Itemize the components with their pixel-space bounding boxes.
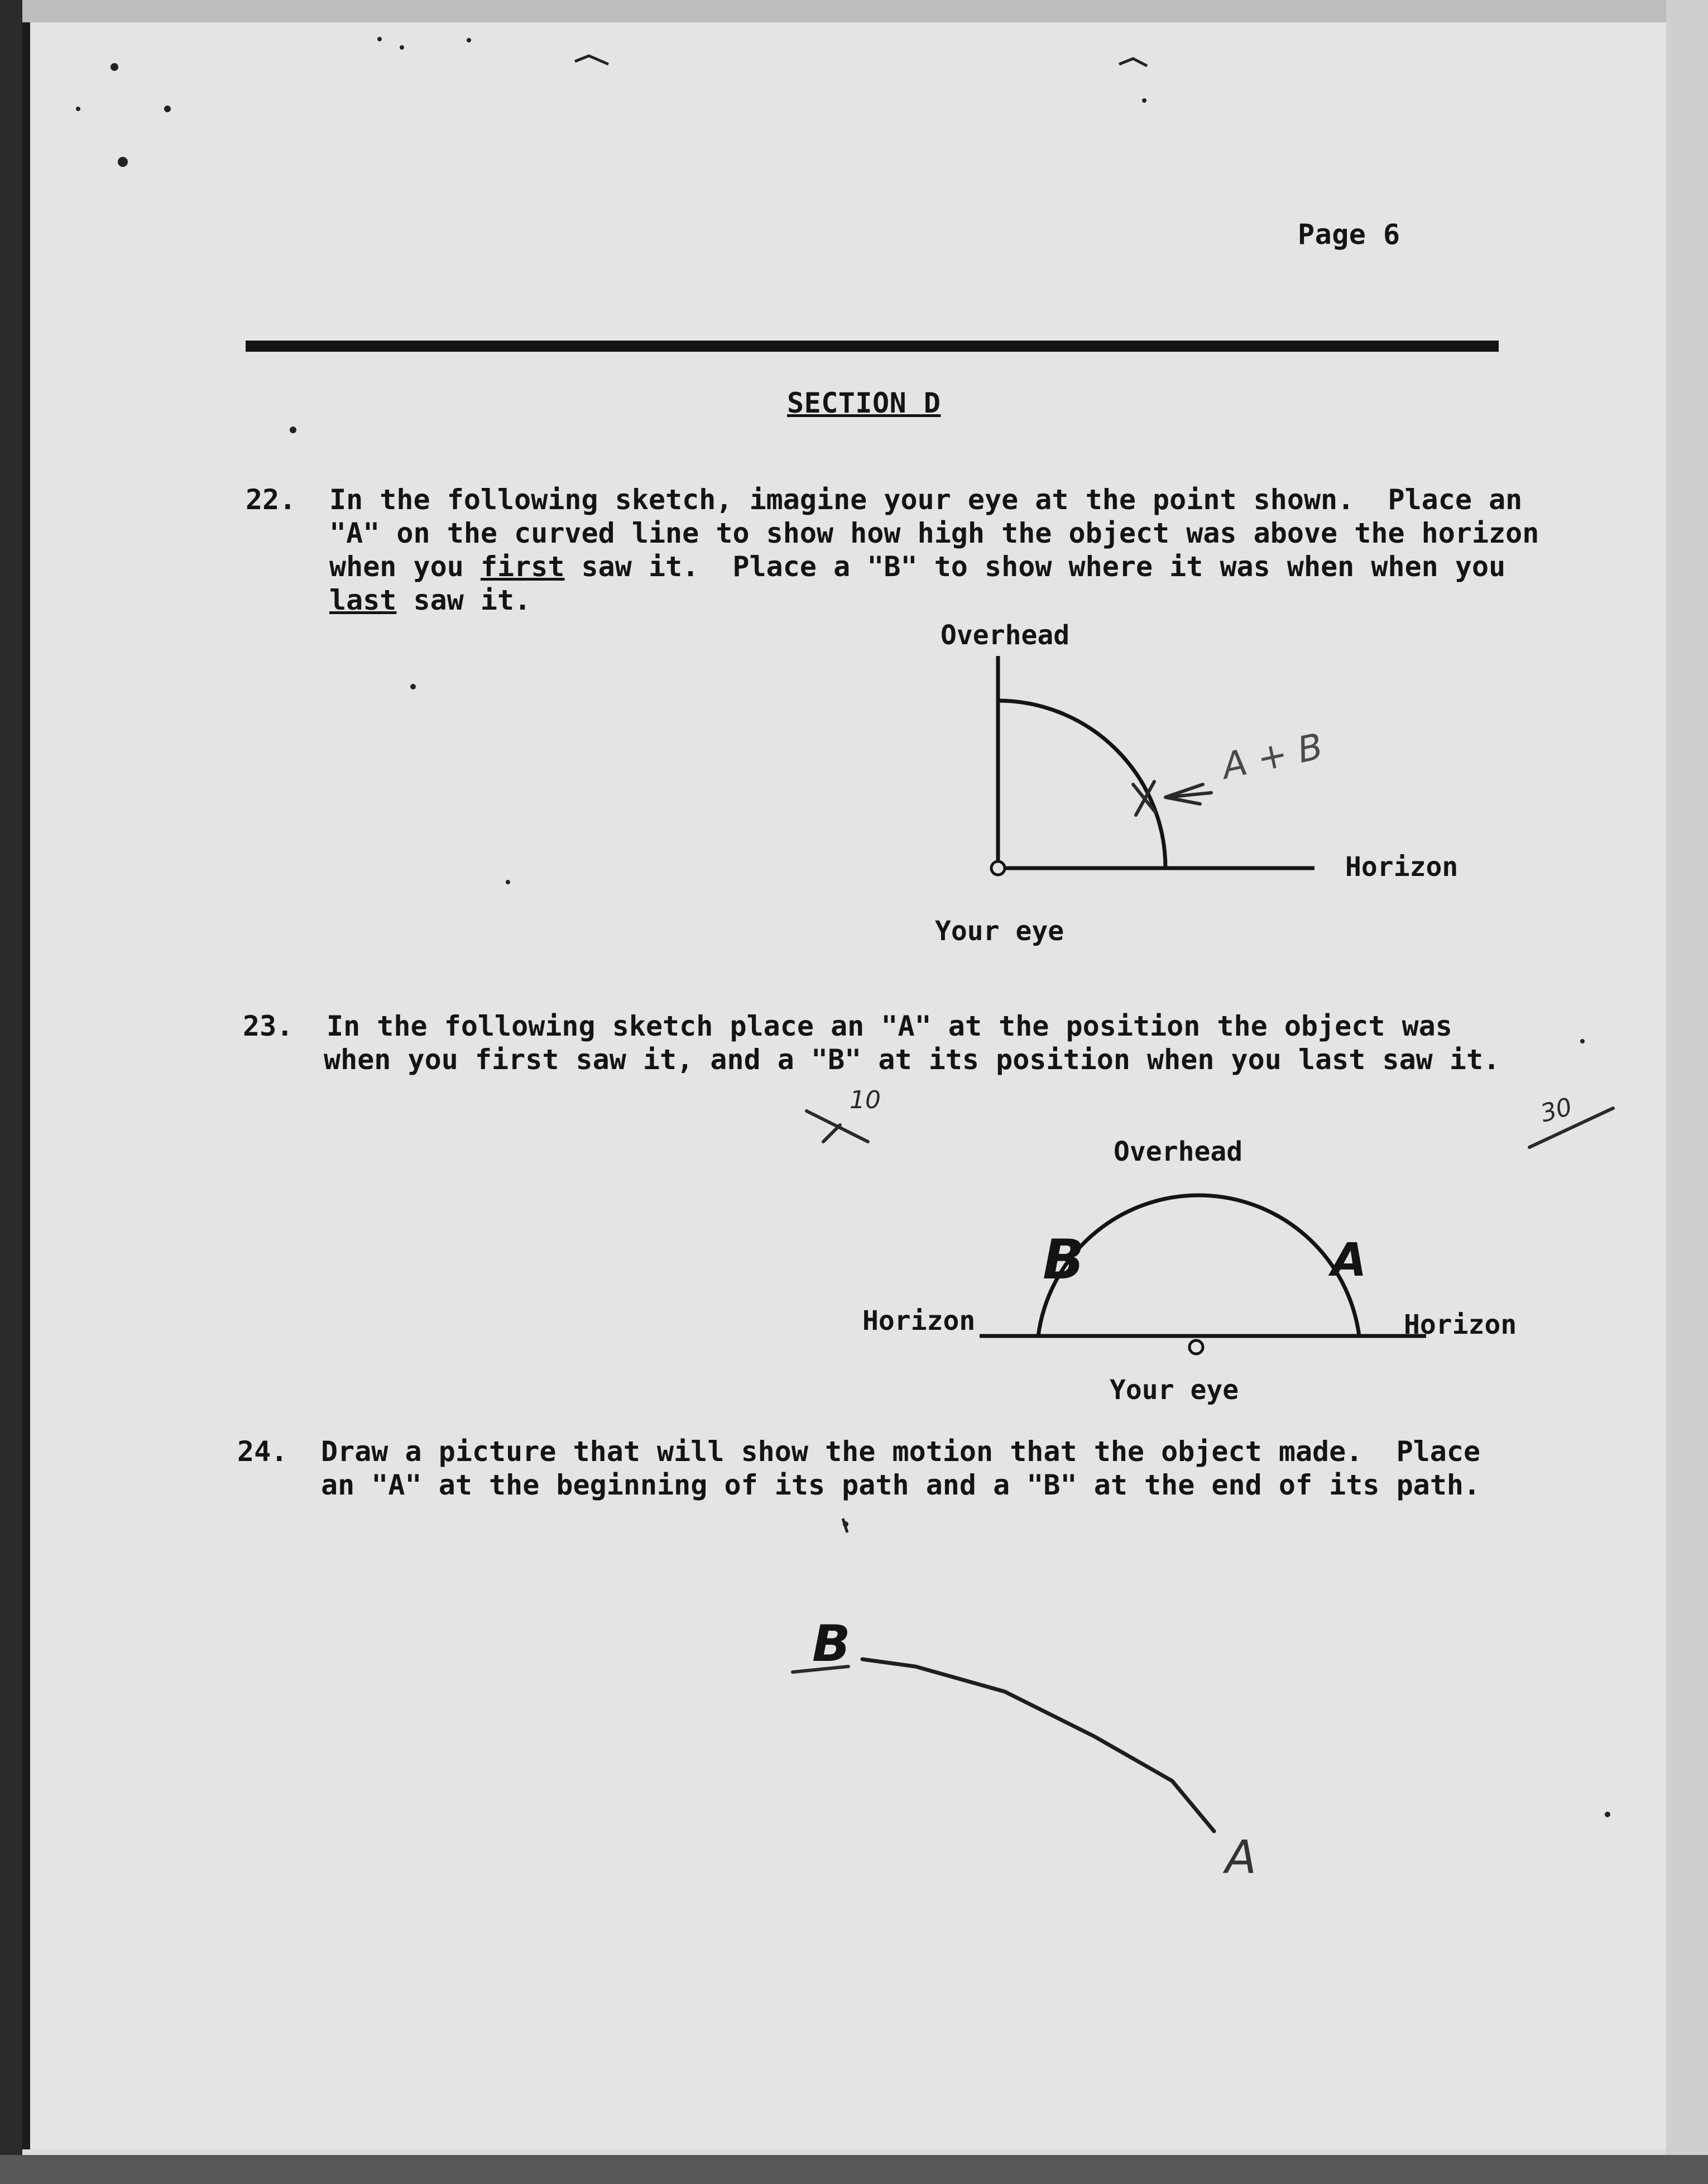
q22-overhead-label: Overhead [941,620,1070,651]
q24-drawn-motion [793,1615,1256,1884]
question-24-line-1: Draw a picture that will show the motion that the object made. Place [321,1435,1481,1468]
q22-last-underlined: last [329,584,397,616]
q23-left-note: 10 [850,1086,881,1114]
q24-motion-path [862,1659,1214,1831]
q24-b-mark: B [812,1615,851,1673]
question-22-number: 22. [246,483,296,516]
q23-horizon-left-label: Horizon [862,1305,976,1337]
q23-b-mark: B [1043,1228,1085,1292]
q22-first-underlined: first [480,550,565,583]
q23-a-mark: A [1331,1234,1367,1287]
q23-left-tick-icon [807,1111,868,1142]
q23-handwritten-marks [807,1086,1613,1292]
q22-arrow-icon [1165,784,1211,804]
question-22-line-2: "A" on the curved line to show how high the object was above the horizon [329,517,1539,549]
q23-overhead-label: Overhead [1114,1136,1243,1167]
q23-eye-point-icon [1189,1340,1203,1354]
q22-handwritten-label: A + B [1218,726,1327,788]
question-24-number: 24. [237,1435,288,1468]
q22-eye-point-icon [991,861,1005,875]
q24-a-mark: A [1225,1831,1257,1884]
q22-sky-arc [998,701,1165,868]
q23-horizon-right-label: Horizon [1404,1309,1517,1340]
question-23-number: 23. [243,1010,294,1042]
q22-horizon-label: Horizon [1345,851,1458,883]
q23-right-note: 30 [1537,1092,1575,1128]
q22-line3-a: when you [329,550,481,583]
q23-your-eye-label: Your eye [1110,1374,1239,1406]
q22-handwritten-mark [1133,726,1326,815]
question-22-line-1: In the following sketch, imagine your eye at the point shown. Place an [329,483,1523,516]
q22-your-eye-label: Your eye [935,916,1064,947]
q22-line3-b: saw it. Place a "B" to show where it was when when you [564,550,1506,583]
question-23-line-1: In the following sketch place an "A" at the position the object was [327,1010,1452,1042]
question-23-line-2: when you first saw it, and a "B" at its position when you last saw it. [324,1043,1500,1076]
section-title: SECTION D [787,387,941,419]
q23-sky-arc [1038,1195,1359,1336]
question-24-line-2: an "A" at the beginning of its path and a "B" at the end of its path. [321,1469,1481,1501]
page-number: Page 6 [1298,218,1400,251]
q22-line4-b: saw it. [396,584,531,616]
scan-specks [76,37,1610,1817]
